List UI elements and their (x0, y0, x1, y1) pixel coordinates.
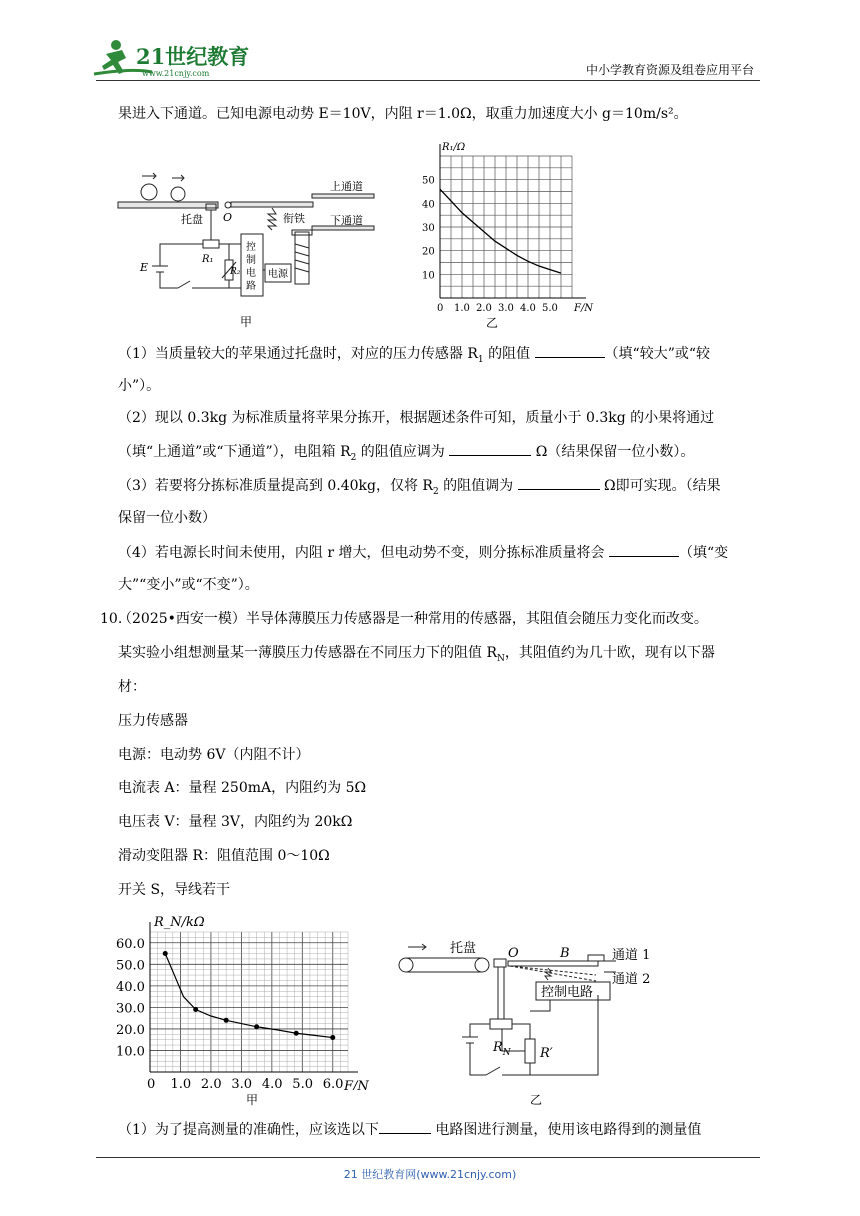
fig3-caption: 甲 (246, 1093, 259, 1107)
y-tick-label: 40.0 (116, 979, 145, 995)
rn-force-chart (112, 910, 382, 1090)
fig1-control-char2: 制 (246, 255, 256, 266)
fig1-e-label: E (140, 261, 149, 274)
fig1-armature-label: 衔铁 (283, 212, 305, 225)
logo-subtext: www.21cnjy.com (142, 69, 210, 78)
q9-2-sub: 2 (350, 452, 357, 463)
q10-1-a: （1）为了提高测量的准确性，应该选以下 (118, 1122, 379, 1138)
q9-3-a: （3）若要将分拣标准质量提高到 0.40kg，仅将 R (118, 478, 433, 494)
fig4-ch2-label: 通道 2 (612, 972, 651, 987)
q9-2-answer-blank[interactable] (449, 441, 531, 456)
y-tick-label: 50 (422, 175, 435, 187)
footer-divider (96, 1157, 760, 1158)
sorting-circuit-diagram (390, 935, 665, 1085)
q10-1-b: 电路图进行测量，使用该电路得到的测量值 (430, 1122, 702, 1138)
q9-1-answer-blank[interactable] (535, 343, 605, 358)
x-tick-label: 1.0 (454, 303, 470, 314)
fig1-control-label: 控 (246, 242, 256, 253)
q9-1-cont: 小”）。 (118, 378, 161, 394)
data-point (193, 1007, 198, 1012)
x-tick-label: 4.0 (261, 1077, 283, 1090)
y-tick-label: 60.0 (116, 936, 145, 952)
q9-3-answer-blank[interactable] (518, 475, 600, 490)
fig1-control-char4: 路 (246, 281, 256, 292)
fig1-upper-label: 上通道 (330, 180, 363, 193)
fig4-b-label: B (560, 946, 570, 961)
x-tick-label: 6.0 (322, 1077, 344, 1090)
q9-part1 (118, 343, 710, 370)
r1-curve (440, 189, 561, 273)
q9-2-line2a: （填“上通道”或“下通道”），电阻箱 R (118, 444, 351, 460)
sorting-apparatus-diagram (112, 170, 382, 330)
x-tick-label: 5.0 (542, 303, 558, 314)
fig1-r2-label: R₂ (230, 267, 241, 277)
x-tick-label: 2.0 (200, 1077, 222, 1090)
y-tick-label: 10 (422, 270, 435, 282)
fig4-caption: 乙 (530, 1093, 543, 1107)
x-tick-label: 1.0 (170, 1077, 192, 1090)
footer-text: 21 世纪教育网(www.21cnjy.com) (343, 1168, 517, 1181)
logo-text: 21世纪教育 (136, 44, 250, 69)
fig1-caption: 甲 (240, 315, 253, 329)
q9-3-cont: 保留一位小数） (118, 510, 216, 526)
data-point (330, 1035, 335, 1040)
q9-1-c: （填“较大”或“较 (604, 346, 711, 362)
fig2-caption: 乙 (486, 316, 499, 330)
q10-item-1: 压力传感器 (118, 713, 188, 729)
x-tick-label: 0 (147, 1077, 156, 1090)
y-tick-label: 50.0 (116, 958, 145, 974)
x-tick-label: 2.0 (476, 303, 492, 314)
x-axis-label: F/N (574, 303, 594, 314)
q10-item-6: 开关 S，导线若干 (118, 882, 231, 898)
fig1-r1-label: R₁ (202, 254, 214, 265)
data-point (163, 951, 168, 956)
y-axis-label: R_N/kΩ (154, 915, 205, 930)
fig4-rn-label (492, 1040, 512, 1058)
q10-line2 (118, 643, 715, 669)
q9-part4 (118, 542, 728, 563)
q10-item-5: 滑动变阻器 R：阻值范围 0～10Ω (118, 848, 330, 864)
q10-line2b: ，其阻值约为几十欧，现有以下器 (504, 645, 715, 661)
q9-1-a: （1）当质量较大的苹果通过托盘时，对应的压力传感器 R (118, 346, 478, 362)
q9-4-cont: 大”“变小”或“不变”）。 (118, 577, 259, 593)
y-tick-label: 10.0 (116, 1044, 145, 1060)
x-tick-label: 3.0 (231, 1077, 253, 1090)
q9-4-b: （填“变 (678, 545, 729, 561)
q10-number: 10. (100, 611, 123, 627)
fig4-rn-sub: N (502, 1048, 511, 1058)
fig4-ch1-label: 通道 1 (612, 948, 651, 963)
q9-part3 (118, 475, 721, 502)
q9-2-line2b: 的阻值应调为 (356, 444, 450, 460)
q9-2-line2c: Ω（结果保留一位小数）。 (531, 444, 695, 460)
y-tick-label: 20 (422, 246, 435, 258)
y-tick-label: 40 (422, 199, 435, 211)
fig4-rn-main: R (493, 1040, 503, 1055)
q9-1-sub: 1 (477, 354, 484, 365)
q9-3-sub: 2 (432, 486, 439, 497)
fig1-control-char3: 电 (246, 268, 256, 279)
q9-2-a: （2）现以 0.3kg 为标准质量将苹果分拣开，根据题述条件可知，质量小于 0.3kg 的小果将通过 (118, 410, 715, 426)
fig1-pivot-label: O (223, 211, 233, 224)
q10-item-2: 电源：电动势 6V（内阻不计） (118, 747, 310, 763)
q9-3-c: Ω即可实现。（结果 (599, 478, 721, 494)
q10-line3: 材： (118, 679, 146, 695)
header-divider (96, 80, 760, 81)
x-tick-label: 3.0 (498, 303, 514, 314)
fig1-power-label: 电源 (268, 269, 288, 280)
q9-part2-line2 (118, 441, 694, 468)
y-tick-label: 30 (422, 223, 435, 234)
q10-1-answer-blank[interactable] (379, 1119, 431, 1134)
y-tick-label: 30.0 (116, 1001, 145, 1017)
x-tick-label: 0 (437, 303, 444, 314)
fig1-tray-label: 托盘 (181, 213, 203, 226)
fig4-rprime-label: R′ (540, 1046, 553, 1061)
platform-name: 中小学教育资源及组卷应用平台 (585, 63, 754, 77)
x-axis-label: F/N (344, 1079, 369, 1090)
x-tick-label: 5.0 (292, 1077, 313, 1090)
fig4-control-label: 控制电路 (541, 985, 594, 1000)
q10-item-3: 电流表 A：量程 250mA，内阻约为 5Ω (118, 780, 367, 796)
y-tick-label: 20.0 (116, 1022, 145, 1038)
x-tick-label: 4.0 (520, 303, 536, 314)
q9-3-b: 的阻值调为 (438, 478, 518, 494)
data-point (254, 1024, 259, 1029)
data-point (294, 1031, 299, 1036)
site-logo (92, 36, 267, 82)
q10-line1: （2025•西安一模）半导体薄膜压力传感器是一种常用的传感器，其阻值会随压力变化而改变。 (118, 611, 708, 627)
y-axis-label: R₁/Ω (442, 142, 466, 153)
r1-force-chart (418, 134, 618, 334)
q9-4-answer-blank[interactable] (609, 542, 679, 557)
data-point (224, 1018, 229, 1023)
q9-4-a: （4）若电源长时间未使用，内阻 r 增大，但电动势不变，则分拣标准质量将会 (118, 545, 609, 561)
q10-item-4: 电压表 V：量程 3V，内阻约为 20kΩ (118, 814, 353, 830)
q10-line2-sub: N (497, 653, 505, 664)
q10-line2a: 某实验小组想测量某一薄膜压力传感器在不同压力下的阻值 R (118, 645, 497, 661)
fig1-lower-label: 下通道 (330, 214, 363, 227)
fig4-pivot-label: O (508, 946, 519, 961)
q9-1-b: 的阻值 (483, 346, 535, 362)
intro-line: 果进入下通道。已知电源电动势 E＝10V，内阻 r＝1.0Ω，取重力加速度大小 g＝10m/s²。 (118, 106, 688, 122)
q10-part1 (118, 1119, 701, 1140)
fig4-tray-label: 托盘 (450, 941, 477, 956)
